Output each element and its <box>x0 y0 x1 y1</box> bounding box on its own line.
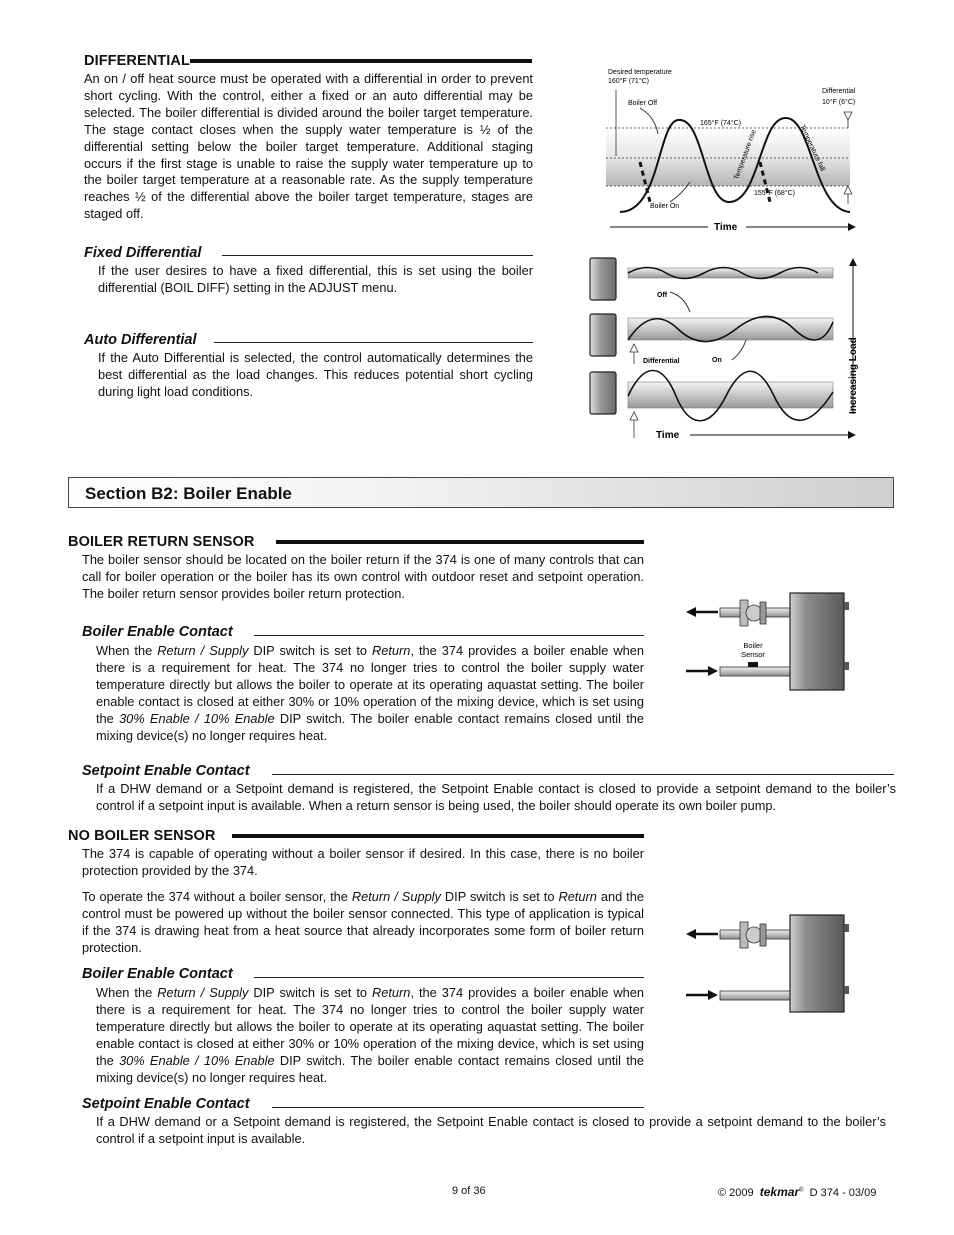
brand-logo: tekmar <box>759 1185 800 1199</box>
boiler-icon <box>790 593 844 690</box>
differential-body: An on / off heat source must be operated with a differential in order to prevent short cycling. With the control, either a fixed or an auto differential may be selected. The boiler differential is divided around the boiler target temperature. The stage contact closes when the supply water temperature is ½ of the differential setting below the boiler target temperature. Additional staging occurs if the first stage is unable to raise the supply water temperature up to the boiler target temperature at a reasonable rate. As the supply temperature reaches ½ of the differential above the boiler target temperature, stages are staged off. <box>84 71 533 222</box>
on-label: On <box>712 357 722 364</box>
boiler-enable-contact-body: When the Return / Supply DIP switch is set to Return, the 374 provides a boiler enable when there is a requirement for heat. The 374 no longer tries to control the boiler supply water temperature directly but allows the boiler to operate at its operating aquastat setting. The boiler enable contact is closed at either 30% or 10% operation of the mixing device, which is set using the 30% Enable / 10% Enable DIP switch. The boiler enable contact remains closed until the mixing device(s) no longer requires heat. <box>96 643 644 743</box>
section-title: Section B2: Boiler Enable <box>85 484 292 503</box>
copyright: © 2009 <box>718 1187 754 1199</box>
no-boiler-sensor-heading: NO BOILER SENSOR <box>68 828 216 844</box>
supply-arrow-icon <box>686 929 696 939</box>
setpoint-enable-contact-body-2: If a DHW demand or a Setpoint demand is registered, the Setpoint Enable contact is closed to provide a setpoint demand to the boiler’s control if a setpoint input is available. <box>96 1114 886 1146</box>
fixed-differential-heading: Fixed Differential <box>84 245 202 261</box>
differential-diagram <box>600 62 870 237</box>
auto-differential-body: If the Auto Differential is selected, the control automatically determines the best differential as the load changes. This reduces potential short cycling during light load conditions. <box>98 350 533 399</box>
differential-heading: DIFFERENTIAL <box>84 53 190 69</box>
boiler-return-sensor-diagram <box>684 588 854 693</box>
footer-right <box>718 1185 876 1199</box>
setpoint-enable-contact-heading: Setpoint Enable Contact <box>82 763 250 779</box>
boiler-on-label: Boiler On <box>650 203 680 210</box>
heading-rule <box>232 834 644 838</box>
desired-temp-label: Desired temperature <box>608 69 672 76</box>
differential-label: Differential <box>822 88 856 95</box>
return-pipe <box>720 991 790 1000</box>
subheading-rule <box>254 977 644 978</box>
increasing-load-diagram <box>586 252 866 447</box>
page-number: 9 of 36 <box>452 1185 486 1197</box>
return-arrow-icon <box>708 990 718 1000</box>
heading-rule <box>276 540 644 544</box>
differential-small-label: Differential <box>643 358 680 365</box>
section-banner <box>68 477 894 508</box>
sensor-label: Boiler <box>743 641 763 650</box>
sensor-label-2: Sensor <box>741 650 765 659</box>
increasing-load-label: Increasing Load <box>848 337 859 414</box>
setpoint-enable-contact-body: If a DHW demand or a Setpoint demand is registered, the Setpoint Enable contact is closed to provide a setpoint demand to the boiler’s control if a setpoint input is available. When a return sensor is being used, the boiler should operate its own boiler pump. <box>96 781 896 813</box>
subheading-rule <box>272 774 894 775</box>
subheading-rule <box>272 1107 644 1108</box>
time-label-2: Time <box>656 430 680 441</box>
boiler-enable-contact-heading-2: Boiler Enable Contact <box>82 966 233 982</box>
differential-value: 10°F (6°C) <box>822 99 856 106</box>
pump-icon <box>746 927 762 943</box>
heading-rule <box>190 59 532 63</box>
subheading-rule <box>254 635 644 636</box>
return-pipe <box>720 667 790 676</box>
supply-arrow-icon <box>686 607 696 617</box>
boiler-enable-contact-heading: Boiler Enable Contact <box>82 624 233 640</box>
temperature-fall-label: Temperature fall <box>798 123 826 173</box>
off-label: Off <box>657 292 668 299</box>
no-boiler-sensor-diagram <box>684 910 854 1015</box>
subheading-rule <box>214 342 533 343</box>
auto-differential-heading: Auto Differential <box>84 332 197 348</box>
boiler-return-sensor-body: The boiler sensor should be located on the boiler return if the 374 is one of many controls that can call for boiler operation or the boiler has its own control with outdoor reset and setpoint operation. The boiler return sensor provides boiler return protection. <box>82 552 644 601</box>
boiler-sensor-icon <box>748 662 758 667</box>
subheading-rule <box>222 255 533 256</box>
setpoint-enable-contact-heading-2: Setpoint Enable Contact <box>82 1096 250 1112</box>
temperature-rise-label: Temperature rise <box>733 128 758 181</box>
boiler-return-sensor-heading: BOILER RETURN SENSOR <box>68 534 255 550</box>
registered-mark: ® <box>799 1187 804 1194</box>
boiler-enable-contact-body-2: When the Return / Supply DIP switch is set to Return, the 374 provides a boiler enable when there is a requirement for heat. The 374 no longer tries to control the boiler supply water temperature directly but allows the boiler to operate at its operating aquastat setting. The boiler enable contact is closed at either 30% or 10% operation of the mixing device, which is set using the 30% Enable / 10% Enable DIP switch. The boiler enable contact remains closed until the mixing device(s) no longer requires heat. <box>96 985 644 1085</box>
lower-temp-label: 155°F (68°C) <box>754 190 796 197</box>
desired-temp-value: 160°F (71°C) <box>608 78 650 85</box>
return-arrow-icon <box>708 666 718 676</box>
boiler-off-label: Boiler Off <box>628 100 658 107</box>
no-boiler-sensor-body-2: To operate the 374 without a boiler sensor, the Return / Supply DIP switch is set to Return and the control must be powered up without the boiler sensor connected. This type of application is typical if the 374 is drawing heat from a heat source that already incorporates some form of boiler return protection. <box>82 889 644 955</box>
fixed-differential-body: If the user desires to have a fixed differential, this is set using the boiler differential (BOIL DIFF) setting in the ADJUST menu. <box>98 263 533 295</box>
time-label: Time <box>714 222 738 233</box>
boiler-icon <box>790 915 844 1012</box>
upper-temp-label: 165°F (74°C) <box>700 120 742 127</box>
pump-icon <box>746 605 762 621</box>
document-code: D 374 - 03/09 <box>809 1187 877 1199</box>
no-boiler-sensor-body-1: The 374 is capable of operating without a boiler sensor if desired. In this case, there is no boiler protection provided by the 374. <box>82 846 644 878</box>
